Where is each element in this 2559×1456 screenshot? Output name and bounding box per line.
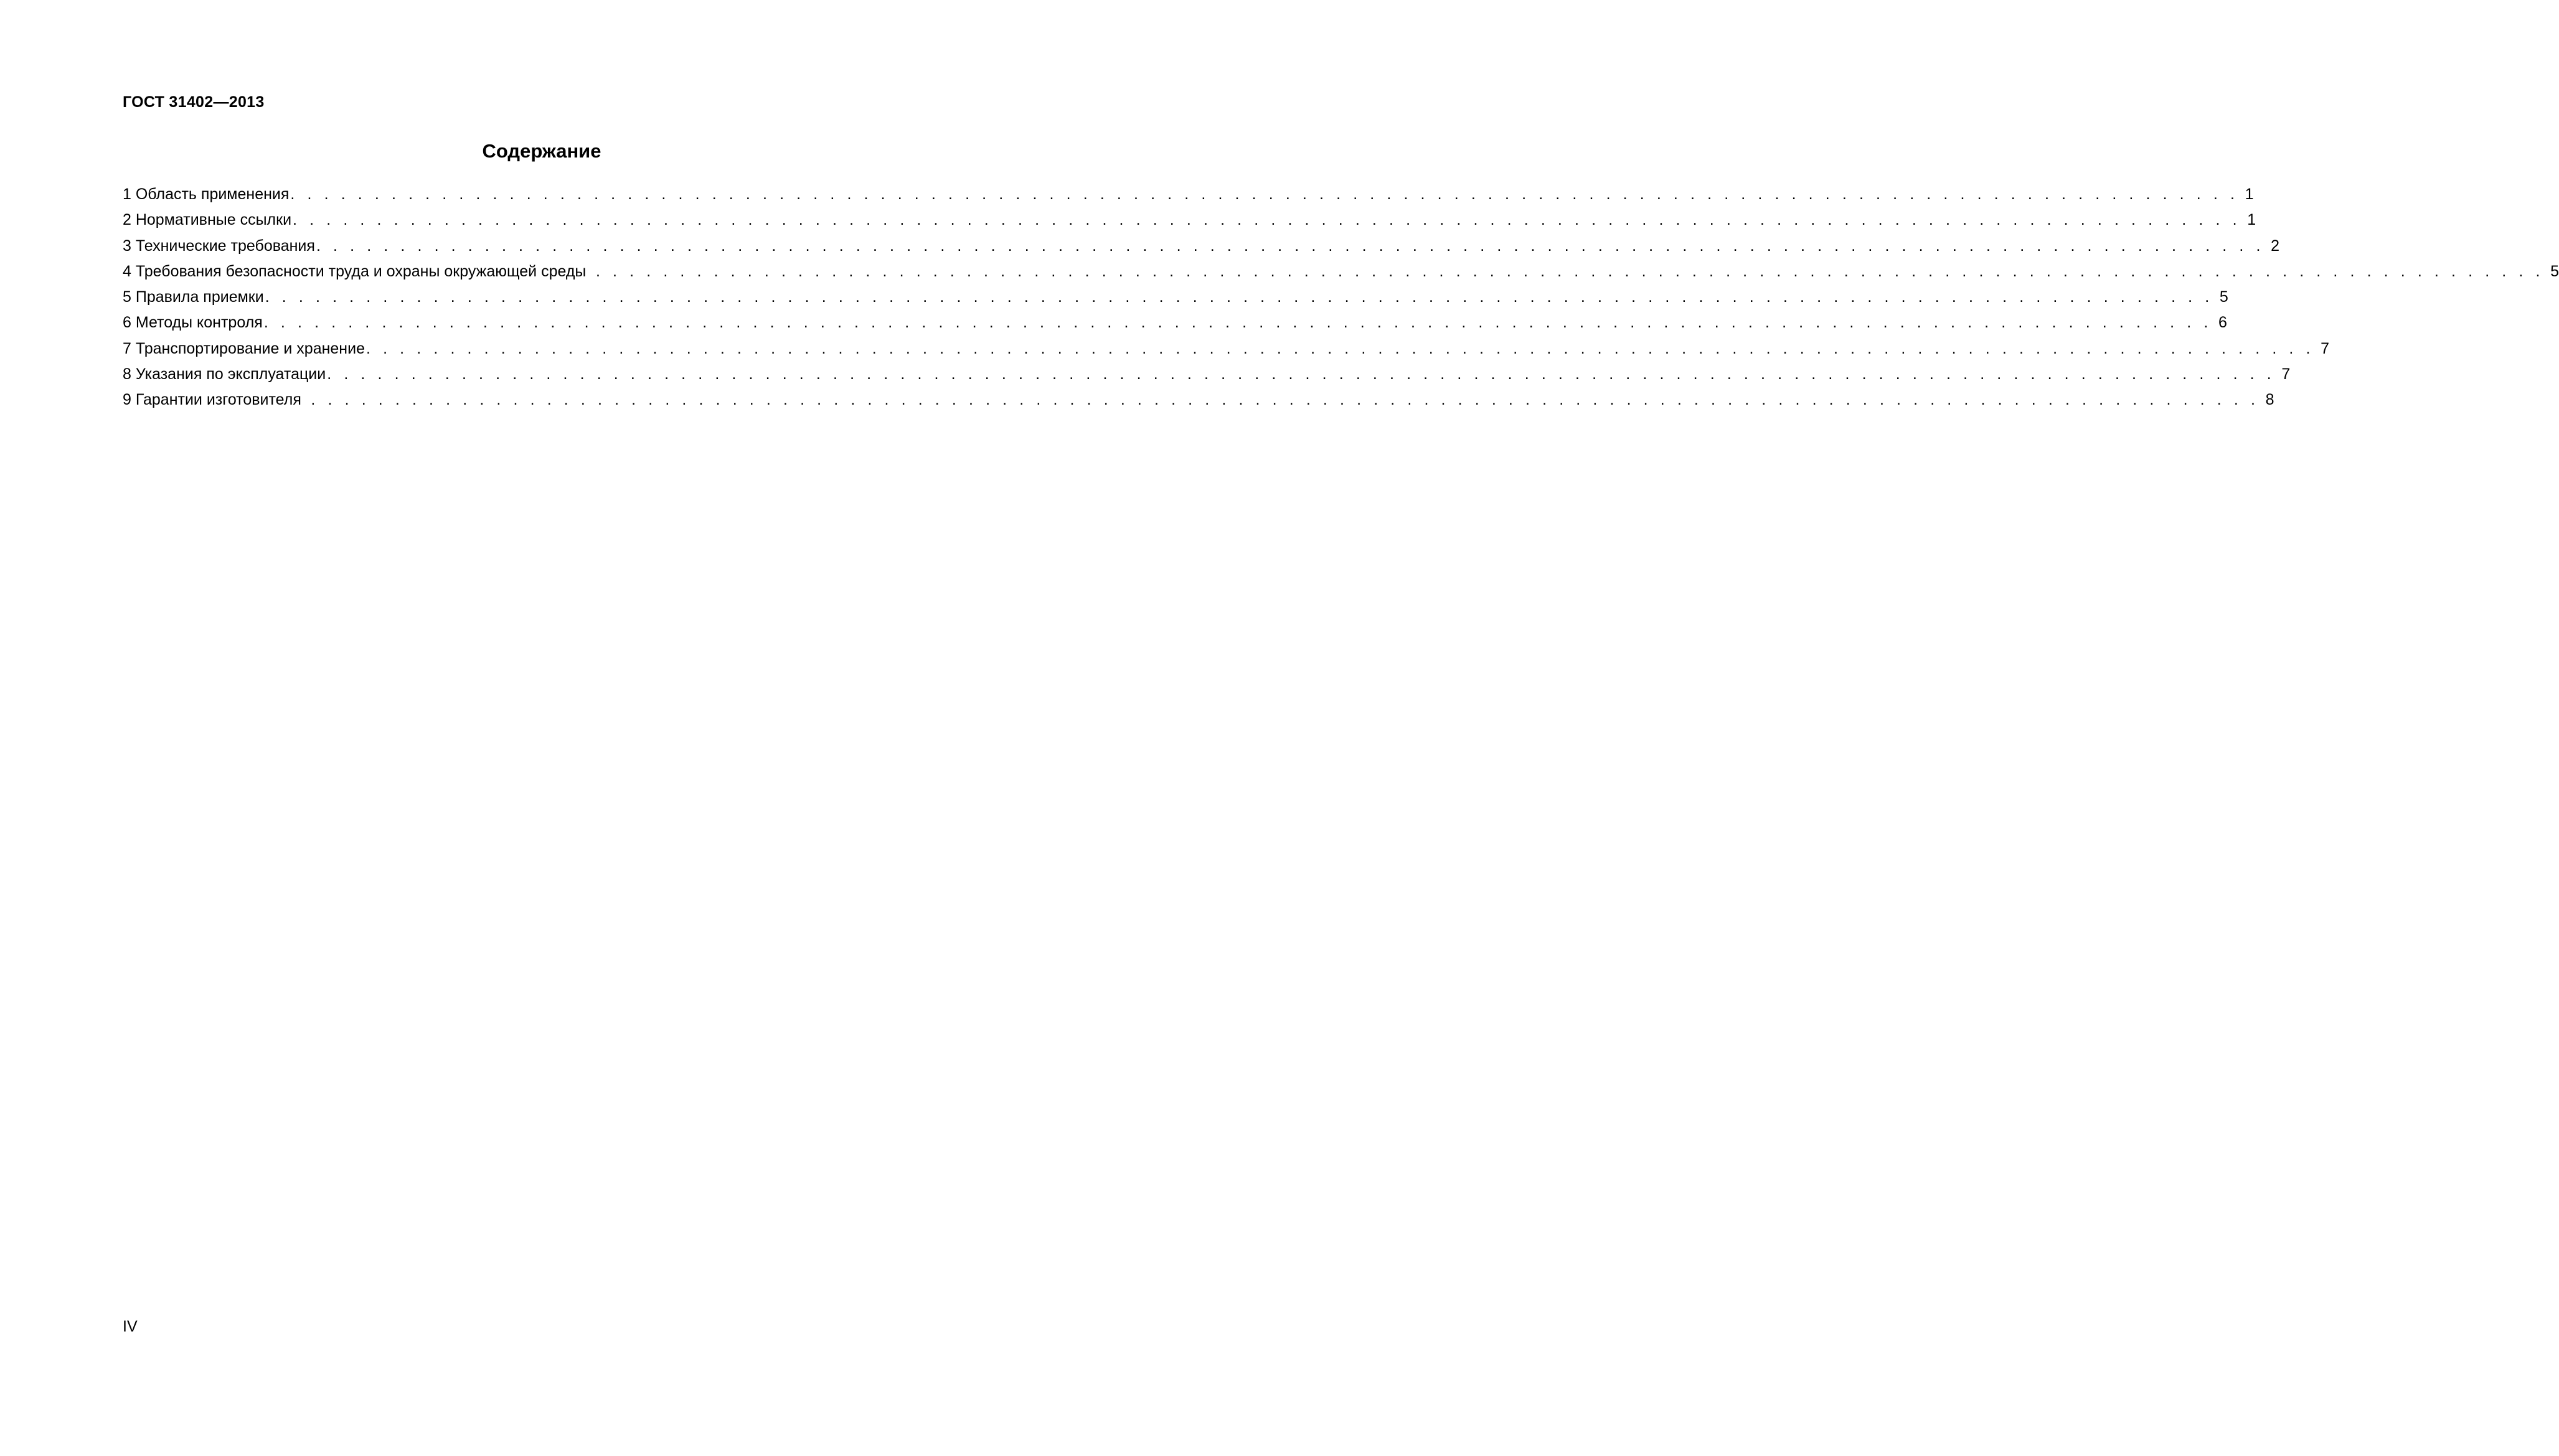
toc-entry-label: 5 Правила приемки	[123, 288, 264, 306]
toc-entry[interactable]	[123, 262, 2559, 288]
toc-entry-page: 1	[2247, 211, 2256, 229]
toc-entry-label: 6 Методы контроля	[123, 314, 263, 332]
toc-entry-page: 5	[2550, 262, 2559, 280]
toc-entry-page: 8	[2265, 391, 2274, 409]
toc-entry-label: 1 Область применения	[123, 186, 290, 203]
toc-dot-leader: . . . . . . . . . . . . . . . . . . . . . . . . . . . . . . . . . . . . . . . . . . . . . . . . . . . . . . . . . . . . . . . . . . . . . . . . . . . . . . . . . . . . . . . . . . . . . . . . . . . . . . . . . . . . . . . . . . . .	[587, 262, 2545, 280]
toc-dot-leader: . . . . . . . . . . . . . . . . . . . . . . . . . . . . . . . . . . . . . . . . . . . . . . . . . . . . . . . . . . . . . . . . . . . . . . . . . . . . . . . . . . . . . . . . . . . . . . . . . . . . . . . . . . . . . . . . . . . .	[327, 365, 2276, 383]
toc-entry-label: 7 Транспортирование и хранение	[123, 339, 365, 357]
toc-entry[interactable]	[123, 339, 2330, 365]
toc-title: Содержание	[482, 140, 601, 162]
toc-entry-page: 6	[2218, 314, 2227, 332]
toc-entry[interactable]	[123, 314, 2227, 339]
toc-dot-leader: . . . . . . . . . . . . . . . . . . . . . . . . . . . . . . . . . . . . . . . . . . . . . . . . . . . . . . . . . . . . . . . . . . . . . . . . . . . . . . . . . . . . . . . . . . . . . . . . . . . . . . . . . . . . . . . . . . . .	[263, 314, 2212, 332]
toc-entry-page: 1	[2245, 186, 2254, 203]
toc-entry-label: 4 Требования безопасности труда и охраны окружающей среды	[123, 262, 587, 280]
toc-dot-leader: . . . . . . . . . . . . . . . . . . . . . . . . . . . . . . . . . . . . . . . . . . . . . . . . . . . . . . . . . . . . . . . . . . . . . . . . . . . . . . . . . . . . . . . . . . . . . . . . . . . . . . . . . . . . . . . . . . . .	[265, 288, 2213, 306]
toc-entry[interactable]	[123, 237, 2280, 263]
toc-entry-page: 5	[2219, 288, 2228, 306]
toc-entry[interactable]	[123, 288, 2228, 314]
toc-entry[interactable]	[123, 186, 2254, 211]
toc-entry-label: 2 Нормативные ссылки	[123, 211, 292, 229]
toc-dot-leader: . . . . . . . . . . . . . . . . . . . . . . . . . . . . . . . . . . . . . . . . . . . . . . . . . . . . . . . . . . . . . . . . . . . . . . . . . . . . . . . . . . . . . . . . . . . . . . . . . . . . . . . . . . . . . . . . . . . .	[290, 186, 2239, 203]
toc-entry-label: 9 Гарантии изготовителя	[123, 391, 301, 409]
toc-entry[interactable]	[123, 211, 2256, 237]
toc-entry-label: 8 Указания по эксплуатации	[123, 365, 326, 383]
toc-dot-leader: . . . . . . . . . . . . . . . . . . . . . . . . . . . . . . . . . . . . . . . . . . . . . . . . . . . . . . . . . . . . . . . . . . . . . . . . . . . . . . . . . . . . . . . . . . . . . . . . . . . . . . . . . . . . . . . . . . . .	[302, 391, 2260, 409]
toc-entry[interactable]	[123, 365, 2291, 391]
toc-entry[interactable]	[123, 391, 2274, 416]
toc-dot-leader: . . . . . . . . . . . . . . . . . . . . . . . . . . . . . . . . . . . . . . . . . . . . . . . . . . . . . . . . . . . . . . . . . . . . . . . . . . . . . . . . . . . . . . . . . . . . . . . . . . . . . . . . . . . . . . . . . . . .	[293, 211, 2241, 229]
toc-entry-page: 7	[2281, 365, 2291, 383]
toc-entry-label: 3 Технические требования	[123, 237, 315, 255]
toc-dot-leader: . . . . . . . . . . . . . . . . . . . . . . . . . . . . . . . . . . . . . . . . . . . . . . . . . . . . . . . . . . . . . . . . . . . . . . . . . . . . . . . . . . . . . . . . . . . . . . . . . . . . . . . . . . . . . . . . . . . .	[316, 237, 2265, 255]
document-header-standard-code: ГОСТ 31402—2013	[123, 93, 265, 111]
toc-entry-page: 2	[2271, 237, 2280, 255]
toc-dot-leader: . . . . . . . . . . . . . . . . . . . . . . . . . . . . . . . . . . . . . . . . . . . . . . . . . . . . . . . . . . . . . . . . . . . . . . . . . . . . . . . . . . . . . . . . . . . . . . . . . . . . . . . . . . . . . . . . . . . .	[365, 339, 2315, 357]
page-number: IV	[123, 1318, 138, 1335]
table-of-contents	[123, 186, 2559, 417]
toc-entry-page: 7	[2321, 339, 2330, 357]
